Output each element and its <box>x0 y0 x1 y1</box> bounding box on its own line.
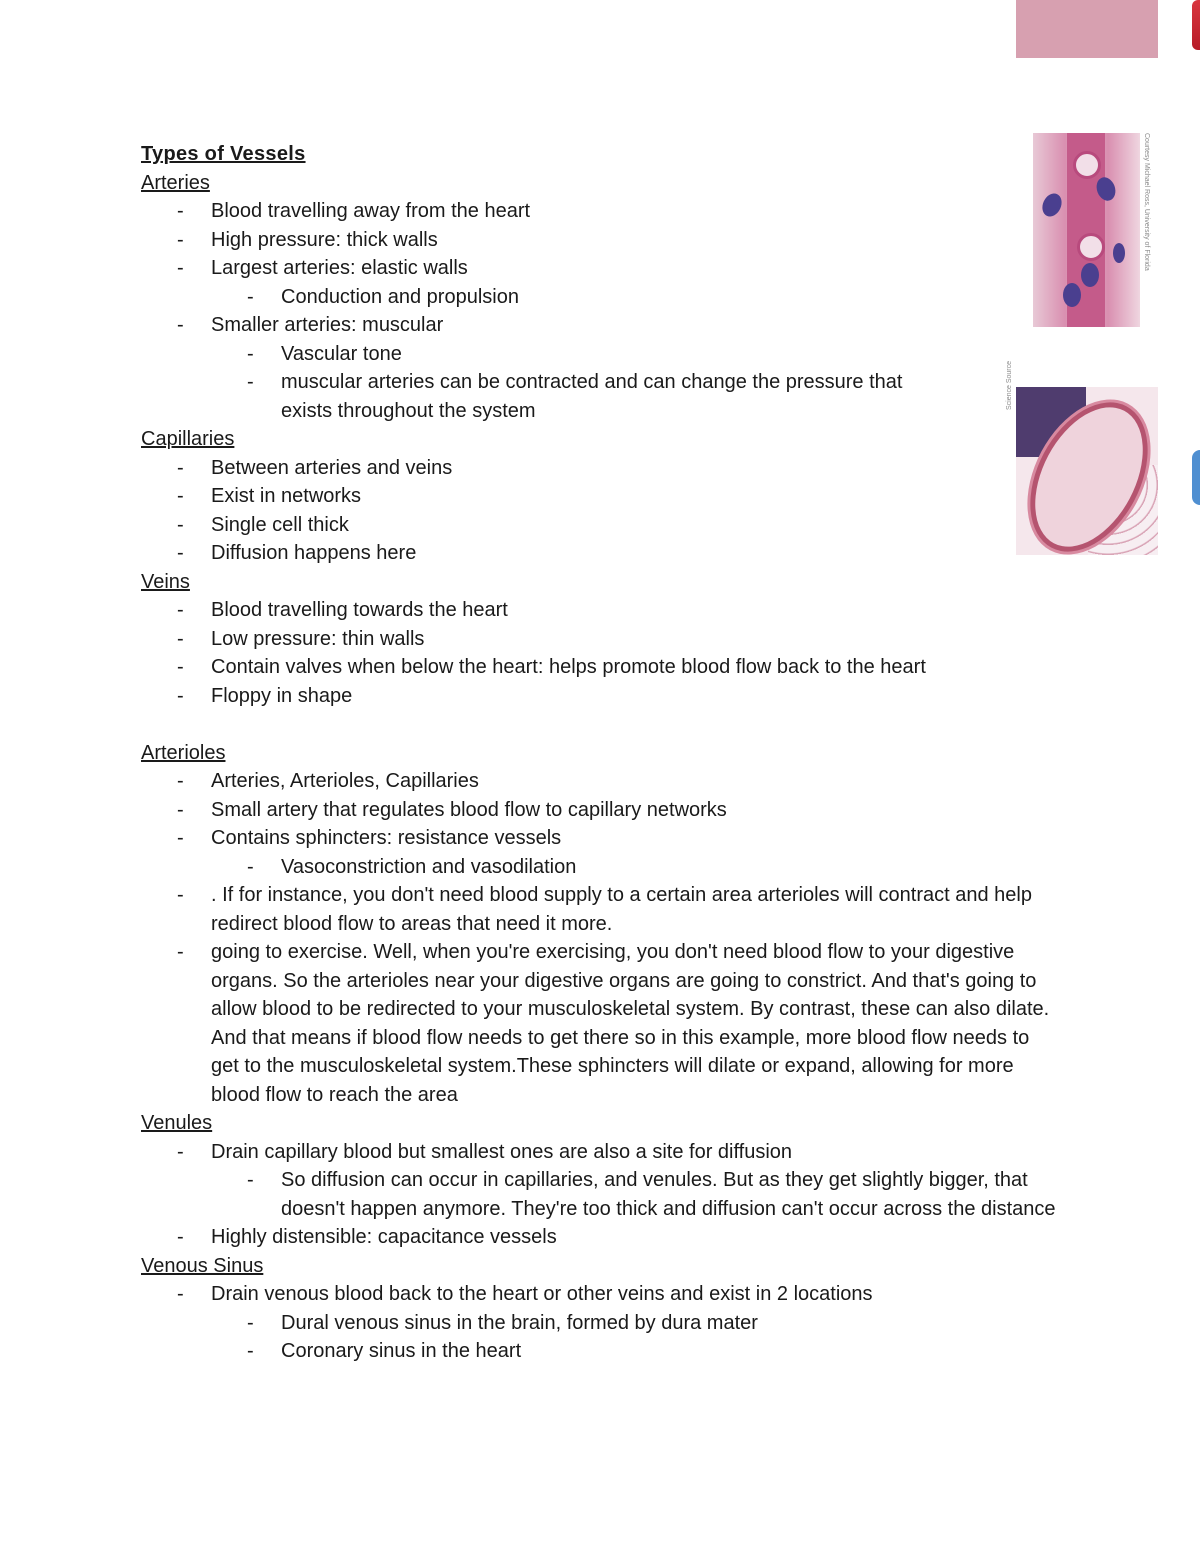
section-arterioles <box>141 739 1061 1110</box>
nucleus <box>1039 190 1065 219</box>
section-capillaries <box>141 425 1061 568</box>
arteries-list <box>141 197 1061 425</box>
list-item: - Highly distensible: capacitance vessels <box>141 1223 1061 1252</box>
section-heading-capillaries: Capillaries <box>141 428 235 450</box>
list-item: - Blood travelling towards the heart <box>141 596 1061 625</box>
section-heading-arteries: Arteries <box>141 171 210 194</box>
sub-list <box>211 853 1061 882</box>
list-item: - Drain capillary blood but smallest ones are also a site for diffusion - So diffusion can occur in capillaries, and venules. But as they get slightly bigger, that doesn't happen anymore. They're too thick and diffusion can't occur across the distance <box>141 1138 1061 1224</box>
adipose-tissue <box>1016 0 1158 58</box>
cropped-figure-edge <box>1192 0 1200 50</box>
document-body <box>141 140 1061 1366</box>
list-item: - Contain valves when below the heart: helps promote blood flow back to the heart <box>141 653 1061 682</box>
section-venules <box>141 1109 1061 1252</box>
venous-sinus-list <box>141 1280 1061 1366</box>
nucleus <box>1063 283 1081 307</box>
list-item: - Drain venous blood back to the heart or other veins and exist in 2 locations - Dural venous sinus in the brain, formed by dura mater - Coronary sinus in the heart <box>141 1280 1061 1366</box>
vein-histology-image <box>1016 387 1158 555</box>
section-veins <box>141 568 1061 711</box>
image-credit: Courtesy Michael Ross, University of Florida <box>1143 133 1150 271</box>
sub-list-item: - Vascular tone <box>211 340 1061 369</box>
sub-list-item: - Conduction and propulsion <box>211 283 1061 312</box>
arterioles-list <box>141 767 1061 1109</box>
section-heading-venous-sinus: Venous Sinus <box>141 1254 264 1277</box>
sub-list <box>211 1309 1061 1366</box>
list-item: - High pressure: thick walls <box>141 226 1061 255</box>
section-venous-sinus <box>141 1252 1061 1366</box>
blank-line <box>141 710 1061 739</box>
nucleus <box>1081 263 1099 287</box>
list-item: - Low pressure: thin walls <box>141 625 1061 654</box>
list-item: - going to exercise. Well, when you're exercising, you don't need blood flow to your digestive organs. So the arterioles near your digestive organs are going to constrict. And that's going to allow blood to be redirected to your musculoskeletal system. By contrast, these can also dilate. And that means if blood flow needs to get there so in this example, more blood flow needs to get to the musculoskeletal system.These sphincters will dilate or expand, allowing for more blood flow to reach the area <box>141 938 1061 1109</box>
veins-list <box>141 596 1061 710</box>
nucleus <box>1113 243 1125 263</box>
sub-list <box>211 340 1061 426</box>
red-blood-cell <box>1077 233 1105 261</box>
list-item: - Diffusion happens here <box>141 539 1061 568</box>
image-credit: Science Source <box>1006 360 1013 410</box>
list-item: - Contains sphincters: resistance vessels - Vasoconstriction and vasodilation <box>141 824 1061 881</box>
page-title: Types of Vessels <box>141 143 306 165</box>
sub-list-item: - muscular arteries can be contracted and can change the pressure that exists throughout the system <box>211 368 1061 425</box>
red-blood-cell <box>1073 151 1101 179</box>
list-item: - Blood travelling away from the heart <box>141 197 1061 226</box>
sub-list-item: - Dural venous sinus in the brain, formed by dura mater <box>211 1309 1061 1338</box>
list-item: - Largest arteries: elastic walls - Conduction and propulsion <box>141 254 1061 311</box>
section-heading-arterioles: Arterioles <box>141 741 226 764</box>
capillaries-list <box>141 454 1061 568</box>
sub-list <box>211 283 1061 312</box>
section-arteries <box>141 169 1061 426</box>
sub-list-item: - Coronary sinus in the heart <box>211 1337 1061 1366</box>
sub-list-item: - So diffusion can occur in capillaries, and venules. But as they get slightly bigger, that doesn't happen anymore. They're too thick and diffusion can't occur across the distance <box>211 1166 1061 1223</box>
cropped-figure-edge <box>1192 450 1200 505</box>
artery-histology-image <box>1016 0 1158 58</box>
section-heading-veins: Veins <box>141 570 190 593</box>
venules-list <box>141 1138 1061 1252</box>
section-heading-venules: Venules <box>141 1112 213 1134</box>
list-item: - Arteries, Arterioles, Capillaries <box>141 767 1061 796</box>
sub-list-item: - Vasoconstriction and vasodilation <box>211 853 1061 882</box>
sub-list <box>211 1166 1061 1223</box>
list-item: - Single cell thick <box>141 511 1061 540</box>
list-item: - Floppy in shape <box>141 682 1061 711</box>
list-item: - Small artery that regulates blood flow to capillary networks <box>141 796 1061 825</box>
list-item: - . If for instance, you don't need blood supply to a certain area arterioles will contract and help redirect blood flow to areas that need it more. <box>141 881 1061 938</box>
capillary-histology-image <box>1033 133 1140 327</box>
list-item: - Exist in networks <box>141 482 1061 511</box>
list-item: - Between arteries and veins <box>141 454 1061 483</box>
list-item: - Smaller arteries: muscular - Vascular tone - muscular arteries can be contracted and can change the pressure that exists throughout the system <box>141 311 1061 425</box>
